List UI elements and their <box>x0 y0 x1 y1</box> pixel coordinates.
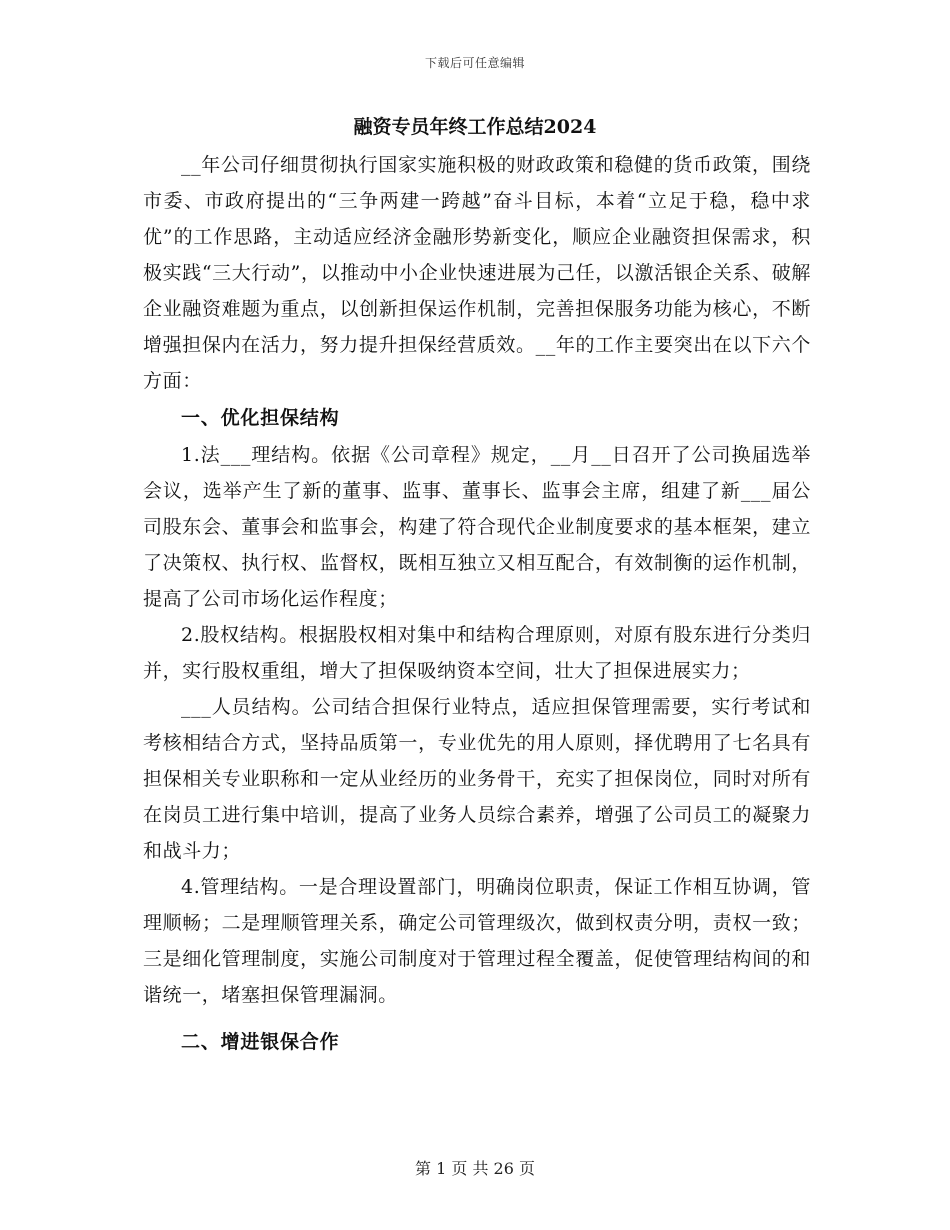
paragraph-legal-structure: 1.法___理结构。依据《公司章程》规定，__月__日召开了公司换届选举会议，选举产生了新的董事、监事、董事长、监事会主席，组建了新___届公司股东会、董事会和监事会，构建了符合现代企业制度要求的基本框架，建立了决策权、执行权、监督权，既相互独立又相互配合，有效制衡的运作机制，提高了公司市场化运作程度； <box>143 444 811 610</box>
page-header-note: 下载后可任意编辑 <box>424 56 525 70</box>
paragraph-management-structure: 4.管理结构。一是合理设置部门，明确岗位职责，保证工作相互协调，管理顺畅；二是理顺管理关系，确定公司管理级次，做到权责分明，责权一致；三是细化管理制度，实施公司制度对于管理过程全覆盖，促使管理结构间的和谐统一，堵塞担保管理漏洞。 <box>143 876 811 1006</box>
page-number: 第 1 页 共 26 页 <box>415 1159 535 1178</box>
section-heading-bank-cooperation: 二、增进银保合作 <box>181 1031 340 1053</box>
paragraph-personnel-structure: ___人员结构。公司结合担保行业特点，适应担保管理需要，实行考试和考核相结合方式，坚持品质第一，专业优先的用人原则，择优聘用了七名具有担保相关专业职称和一定从业经历的业务骨干，充实了担保岗位，同时对所有在岗员工进行集中培训，提高了业务人员综合素养，增强了公司员工的凝聚力和战斗力； <box>143 696 811 862</box>
intro-paragraph: __年公司仔细贯彻执行国家实施积极的财政政策和稳健的货币政策，围绕市委、市政府提出的“三争两建一跨越”奋斗目标，本着“立足于稳，稳中求优”的工作思路，主动适应经济金融形势新变化，顺应企业融资担保需求，积极实践“三大行动”，以推动中小企业快速进展为己任，以激活银企关系、破解企业融资难题为重点，以创新担保运作机制，完善担保服务功能为核心，不断增强担保内在活力，努力提升担保经营质效。__年的工作主要突出在以下六个方面： <box>143 154 811 392</box>
document-body <box>143 147 811 1061</box>
paragraph-equity-structure: 2.股权结构。根据股权相对集中和结构合理原则，对原有股东进行分类归并，实行股权重组，增大了担保吸纳资本空间，壮大了担保进展实力； <box>143 624 811 682</box>
document-title: 融资专员年终工作总结2024 <box>353 116 597 138</box>
section-heading-optimize-structure: 一、优化担保结构 <box>181 407 340 429</box>
